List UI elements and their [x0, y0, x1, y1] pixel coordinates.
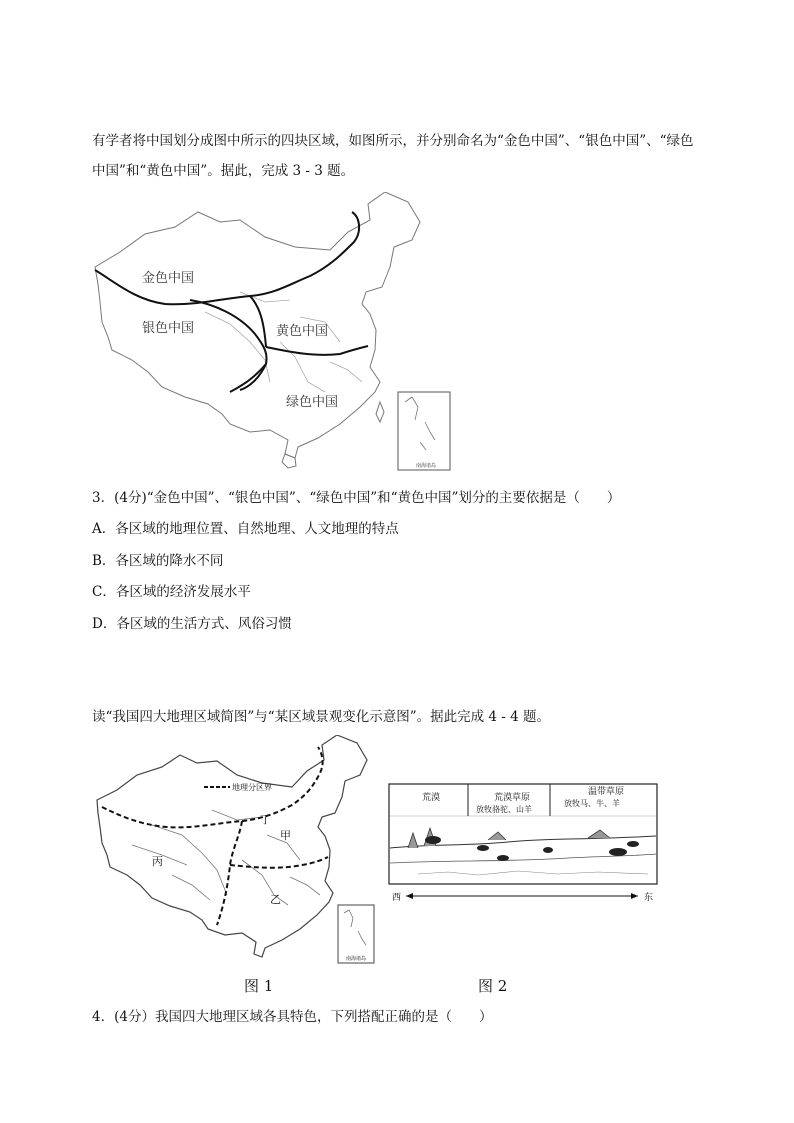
- fig2-sub-horses: 放牧马、牛、羊: [564, 799, 620, 808]
- boundary-yellow: [266, 346, 368, 355]
- label-yellow: 黄色中国: [276, 324, 329, 339]
- fig2-east: 东: [644, 893, 654, 903]
- landscape-change-diagram: [388, 778, 663, 906]
- inset-label-2: 南海诸岛: [345, 956, 367, 962]
- label-gold: 金色中国: [142, 271, 195, 286]
- question-3-stem: 3．(4分)“金色中国”、“银色中国”、“绿色中国”和“黄色中国”划分的主要依据是（ ）: [92, 490, 621, 506]
- fig2-header-temperate-grassland: 温带草原: [588, 787, 625, 797]
- intro-line-2: 中国”和“黄色中国”。据此，完成 3 - 3 题。: [92, 163, 355, 179]
- fig2-west: 西: [392, 893, 402, 903]
- region-c: 丙: [152, 855, 163, 868]
- intro-paragraph-2: 读“我国四大地理区域简图”与“某区域景观变化示意图”。据此完成 4 - 4 题。: [92, 709, 551, 725]
- south-sea-inset: [398, 392, 450, 470]
- question-3-option-d: D．各区域的生活方式、风俗习惯: [92, 616, 292, 632]
- question-3-option-a: A．各区域的地理位置、自然地理、人文地理的特点: [92, 521, 399, 537]
- label-green: 绿色中国: [286, 395, 339, 410]
- fig2-header-desert: 荒漠: [422, 793, 441, 803]
- intro-paragraph-1: [92, 126, 732, 186]
- region-a: 甲: [280, 829, 291, 842]
- dashed-boundary-2: [217, 821, 242, 925]
- label-silver: 银色中国: [142, 321, 195, 336]
- map2-legend: 地理分区界: [232, 783, 272, 792]
- question-3-option-b: B．各区域的降水不同: [92, 553, 224, 569]
- intro-line-1: 有学者将中国划分成图中所示的四块区域，如图所示，并分别命名为“金色中国”、“银色中国”、“绿色: [92, 133, 694, 149]
- question-3-option-c: C．各区域的经济发展水平: [92, 584, 251, 600]
- figure-2-caption: 图 2: [478, 977, 508, 995]
- fig2-header-desert-grassland: 荒漠草原: [494, 793, 531, 803]
- four-geographic-regions-map: [92, 735, 382, 970]
- boundary-gold: [95, 212, 359, 304]
- question-4-stem: 4．(4分）我国四大地理区域各具特色，下列搭配正确的是（ ）: [92, 1009, 493, 1025]
- four-regions-china-map: [90, 192, 460, 477]
- china-outline-2: [97, 735, 367, 957]
- south-sea-inset-2: [338, 905, 374, 963]
- fig2-sub-camels: 放牧骆驼、山羊: [476, 805, 532, 814]
- inset-label: 南海诸岛: [415, 463, 437, 469]
- region-d: 丁: [260, 813, 271, 826]
- region-b: 乙: [270, 893, 281, 906]
- figure-1-caption: 图 1: [244, 977, 274, 995]
